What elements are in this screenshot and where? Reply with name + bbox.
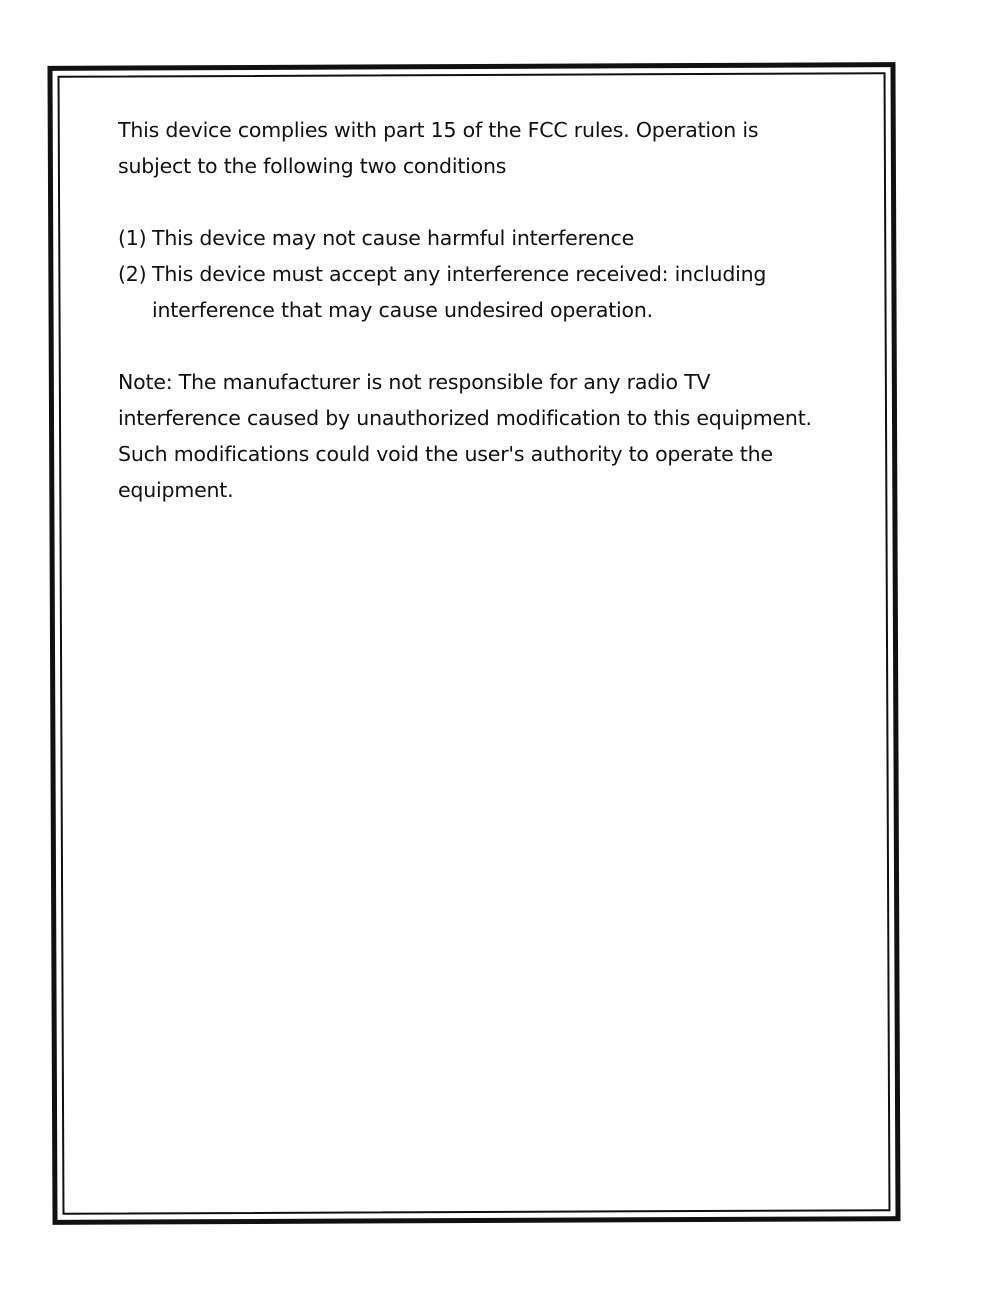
condition-item-2 — [118, 256, 878, 328]
conditions-list — [118, 220, 878, 328]
intro-paragraph — [118, 112, 878, 184]
paragraph-spacer — [118, 184, 878, 220]
condition-1-line-1: This device may not cause harmful interference — [152, 226, 635, 250]
note-line-3: Such modifications could void the user's authority to operate the — [118, 442, 773, 466]
condition-text — [152, 256, 878, 328]
paragraph-spacer — [118, 328, 878, 364]
condition-2-line-1: This device must accept any interference received: including — [152, 262, 767, 286]
condition-2-line-2: interference that may cause undesired operation. — [152, 298, 653, 322]
note-line-4: equipment. — [118, 478, 234, 502]
note-line-2: interference caused by unauthorized modification to this equipment. — [118, 406, 812, 430]
note-paragraph — [118, 364, 878, 508]
note-line-1: Note: The manufacturer is not responsible for any radio TV — [118, 370, 711, 394]
intro-line-2: subject to the following two conditions — [118, 154, 507, 178]
condition-item-1 — [118, 220, 878, 256]
fcc-statement — [118, 112, 878, 508]
intro-line-1: This device complies with part 15 of the FCC rules. Operation is — [118, 118, 759, 142]
condition-marker: (2) — [118, 262, 147, 286]
condition-marker: (1) — [118, 226, 147, 250]
condition-text — [152, 220, 878, 256]
